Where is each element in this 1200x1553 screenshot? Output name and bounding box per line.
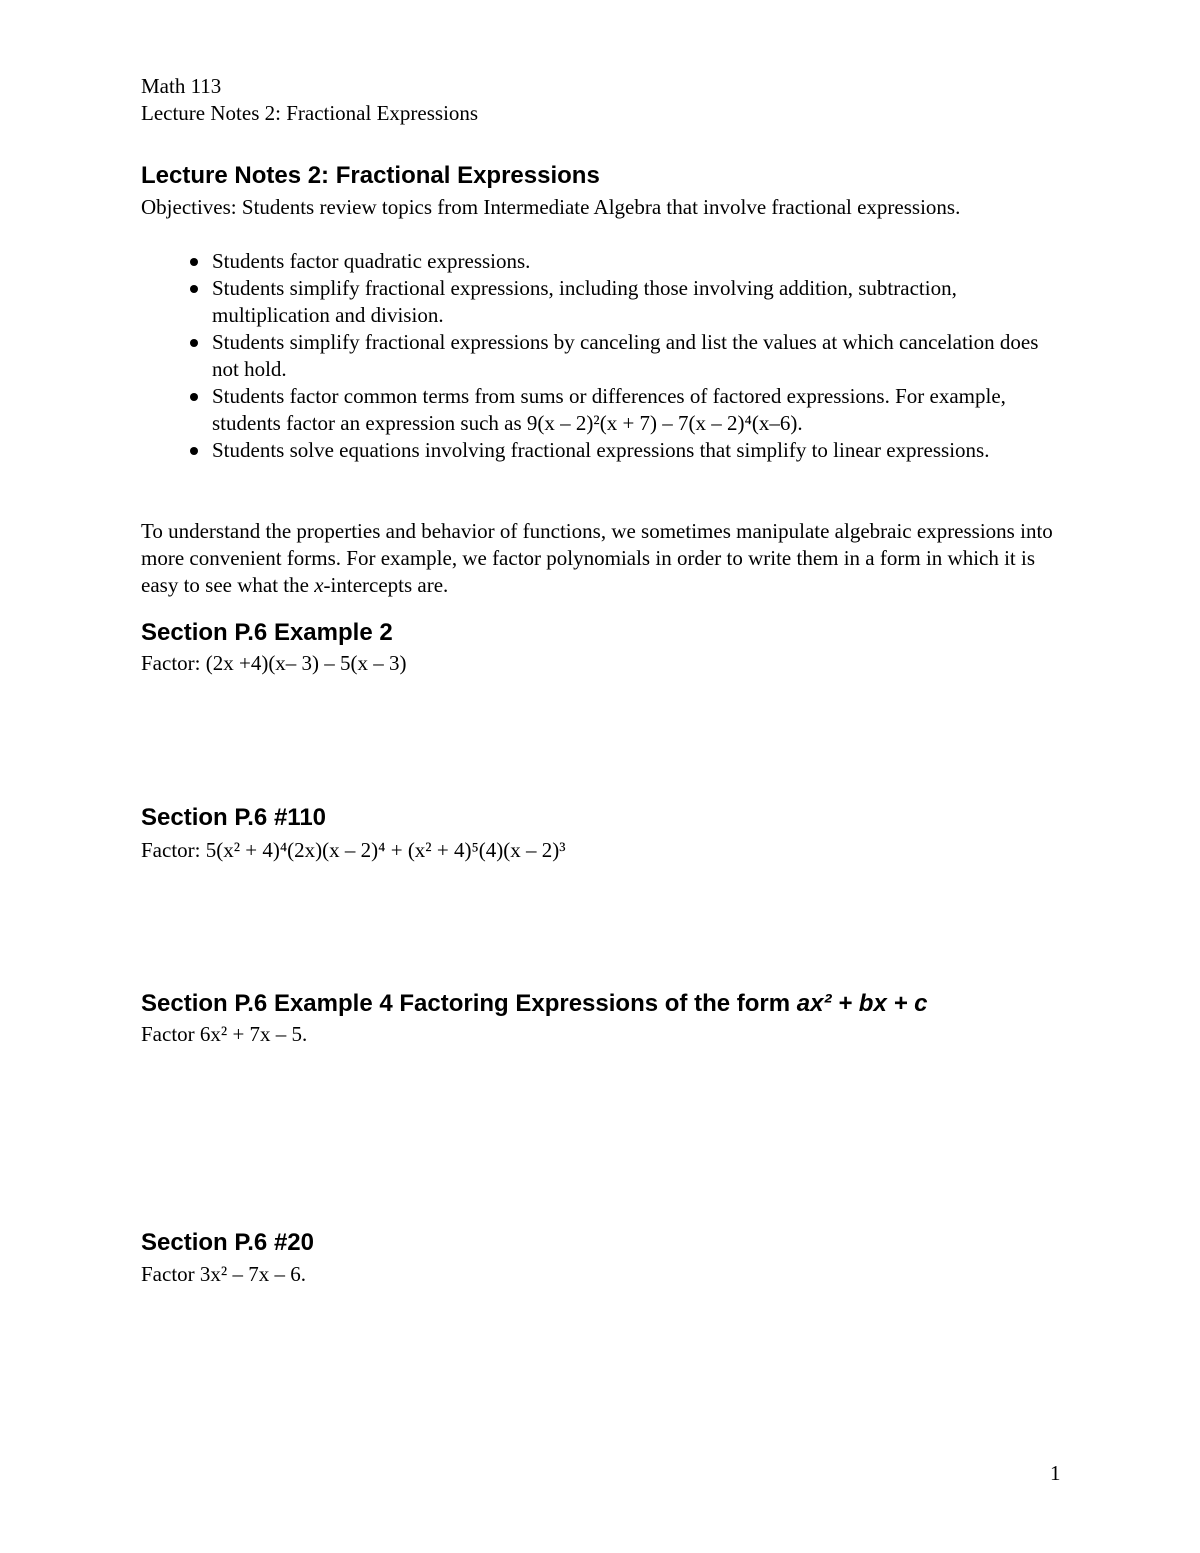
problem-prompt: Factor: [141,651,206,675]
problem-expression: (2x +4)(x– 3) – 5(x – 3) [205,651,407,675]
problem-prompt: Factor [141,1022,200,1046]
problem-prompt: Factor: [141,838,206,862]
objective-item [141,329,1061,383]
bullet-icon [190,285,198,293]
section-problem [141,1021,307,1048]
paragraph-text: To understand the properties and behavior of functions, we sometimes manipulate algebraic expressions into more convenient forms. For example, we factor polynomials in order to write them in a form in which it is easy to see what the [141,519,1053,597]
objective-item [141,248,1061,275]
problem-expression: 6x² + 7x – 5. [199,1022,308,1046]
objectives-list [141,248,1061,464]
intro-paragraph [141,518,1061,599]
problem-expression: 3x² – 7x – 6. [199,1262,306,1286]
page-number: 1 [1050,1461,1061,1485]
section-heading: Section P.6 Example 2 [141,619,393,646]
objectives-intro: Objectives: Students review topics from Intermediate Algebra that involve fractional expressions. [141,195,961,219]
course-name: Math 113 [141,74,222,98]
section-heading [141,990,928,1018]
bullet-icon [190,258,198,266]
objective-text: Students factor common terms from sums or differences of factored expressions. For example, students factor an expression such as [212,384,1006,435]
section-heading: Section P.6 #110 [141,804,327,831]
section-heading-text: Section P.6 Example 4 Factoring Expressions of the form [141,990,797,1017]
header-subtitle: Lecture Notes 2: Fractional Expressions [141,101,479,125]
section-heading: Section P.6 #20 [141,1229,314,1256]
bullet-icon [190,339,198,347]
section-problem [141,650,407,677]
objective-text: Students simplify fractional expressions, including those involving addition, subtraction, multiplication and division. [212,276,957,327]
objective-item [141,383,1061,437]
objective-item [141,275,1061,329]
paragraph-text-end: -intercepts are. [323,573,449,597]
section-problem [141,837,566,864]
paragraph-variable: x [314,573,324,597]
example-expression: 9(x – 2)²(x + 7) – 7(x – 2)⁴(x–6). [526,411,803,435]
section-heading-math: ax² + bx + c [796,990,928,1017]
objective-text: Students factor quadratic expressions. [212,249,531,273]
bullet-icon [190,393,198,401]
bullet-icon [190,447,198,455]
document-title: Lecture Notes 2: Fractional Expressions [141,162,600,189]
problem-prompt: Factor [141,1262,200,1286]
objective-text: Students solve equations involving fractional expressions that simplify to linear expressions. [212,438,990,462]
problem-expression: 5(x² + 4)⁴(2x)(x – 2)⁴ + (x² + 4)⁵(4)(x – 2)³ [205,838,566,862]
objective-item [141,437,1061,464]
objective-text: Students simplify fractional expressions by canceling and list the values at which cancelation does not hold. [212,330,1039,381]
section-problem [141,1261,306,1288]
